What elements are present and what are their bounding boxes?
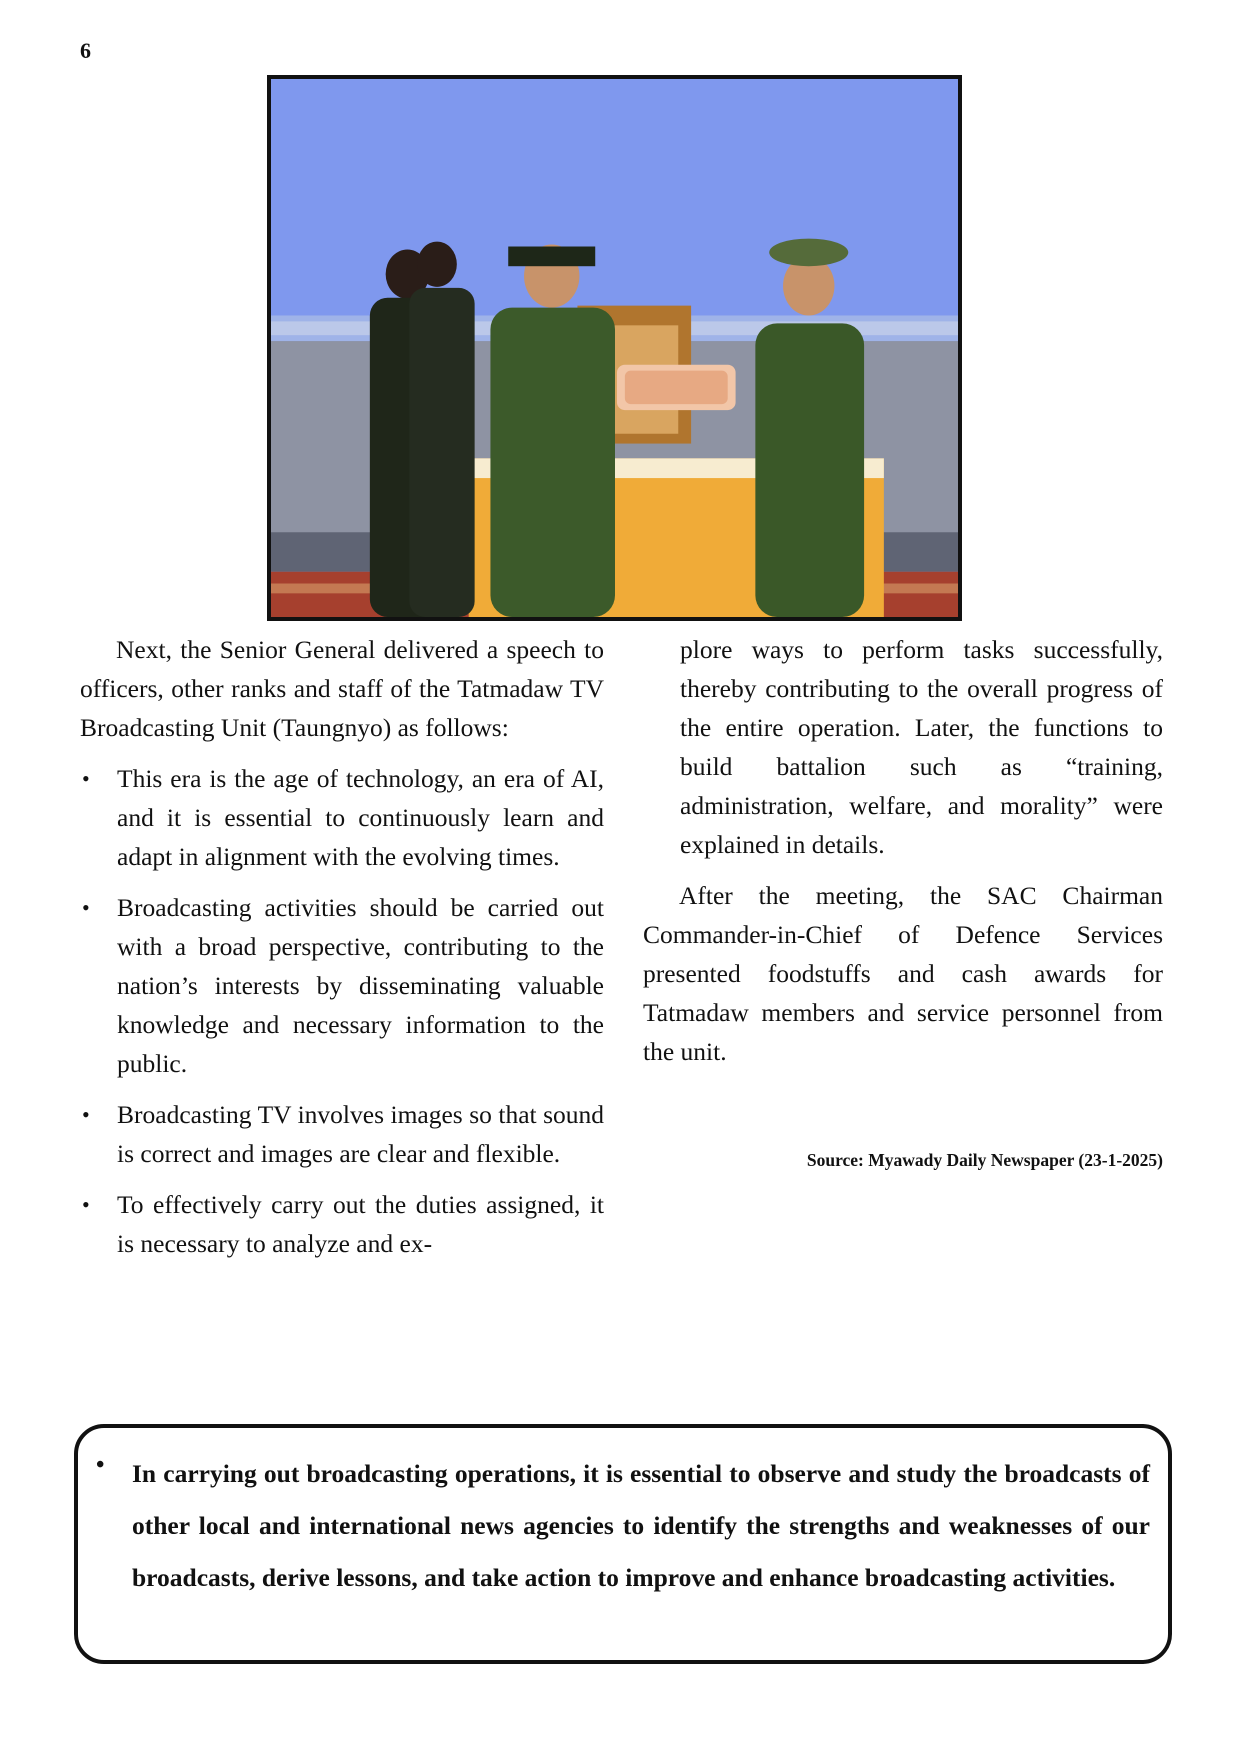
list-item xyxy=(80,1185,604,1263)
bullet-icon: • xyxy=(82,1102,90,1127)
bullet-icon: • xyxy=(82,766,90,791)
closing-paragraph: After the meeting, the SAC Chairman Commander-in-Chief of Defence Services presented foodstuffs and cash awards for Tatmadaw members and service personnel from the unit. xyxy=(643,881,1163,1066)
list-item-text: Broadcasting TV involves images so that sound is correct and images are clear and flexible. xyxy=(117,1100,604,1168)
bullet-icon: • xyxy=(82,895,90,920)
right-column xyxy=(643,630,1163,1083)
speech-points-list xyxy=(80,759,604,1263)
bullet-icon: • xyxy=(82,1192,90,1217)
left-column xyxy=(80,630,604,1275)
list-item xyxy=(80,888,604,1083)
list-item xyxy=(80,1095,604,1173)
callout-box xyxy=(74,1424,1172,1664)
source-credit: Source: Myawady Daily Newspaper (23-1-2025) xyxy=(806,1150,1163,1170)
page-number: 6 xyxy=(80,38,91,63)
photo-ceremony-icon xyxy=(271,79,958,617)
continuation-paragraph: plore ways to perform tasks successfully, thereby contributing to the overall progress of the entire operation. Later, the functions to build battalion such as “training, administration, welfare, and morality” were explained in details. xyxy=(680,635,1163,859)
list-item xyxy=(80,759,604,876)
bullet-icon: • xyxy=(96,1452,105,1478)
callout-text: In carrying out broadcasting operations, it is essential to observe and study the broadcasts of other local and international news agencies to identify the strengths and weaknesses of our broadcasts, derive lessons, and take action to improve and enhance broadcasting activities. xyxy=(132,1459,1150,1592)
intro-paragraph: Next, the Senior General delivered a speech to officers, other ranks and staff of the Tatmadaw TV Broadcasting Unit (Taungnyo) as follows: xyxy=(80,635,604,742)
ceremony-photo xyxy=(267,75,962,621)
list-item-text: To effectively carry out the duties assigned, it is necessary to analyze and ex- xyxy=(117,1190,604,1258)
list-item-text: Broadcasting activities should be carried out with a broad perspective, contributing to the nation’s interests by disseminating valuable knowledge and necessary information to the public. xyxy=(117,893,604,1078)
list-item-text: This era is the age of technology, an era of AI, and it is essential to continuously learn and adapt in alignment with the evolving times. xyxy=(117,764,604,871)
